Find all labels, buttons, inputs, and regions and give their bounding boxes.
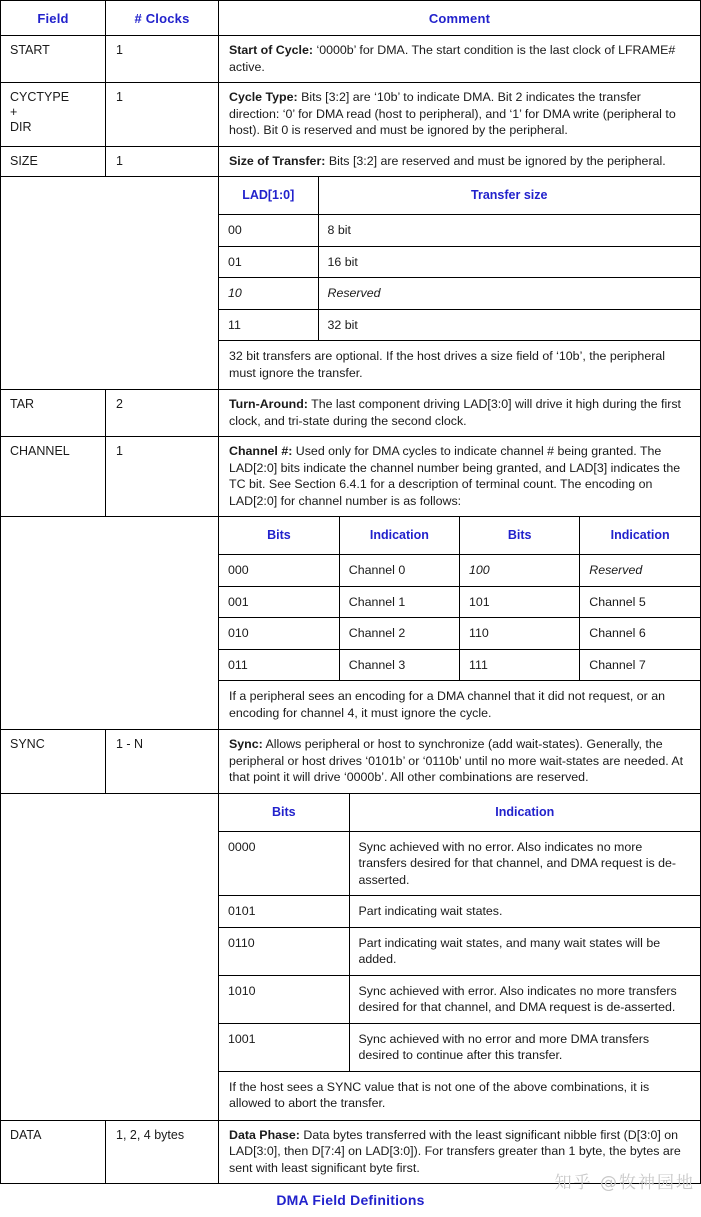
sync-bits: 1010 bbox=[219, 975, 349, 1023]
channel-bits-left: 000 bbox=[219, 555, 339, 587]
transfer-size-header-bits: LAD[1:0] bbox=[219, 177, 318, 215]
comment-data-label: Data Phase: bbox=[229, 1127, 300, 1142]
transfer-size-indication: 8 bit bbox=[318, 215, 700, 247]
clocks-sync: 1 - N bbox=[106, 730, 219, 794]
table-row-sync bbox=[1, 730, 701, 794]
transfer-size-header-indication: Transfer size bbox=[318, 177, 700, 215]
channel-row bbox=[219, 618, 700, 650]
channel-header-row bbox=[219, 517, 700, 555]
sync-note-row bbox=[219, 1071, 700, 1120]
channel-bits-left: 010 bbox=[219, 618, 339, 650]
clocks-channel: 1 bbox=[106, 437, 219, 517]
comment-channel bbox=[219, 437, 701, 517]
sync-bits: 0101 bbox=[219, 896, 349, 928]
comment-size bbox=[219, 146, 701, 177]
comment-start-label: Start of Cycle: bbox=[229, 43, 313, 57]
transfer-size-row bbox=[219, 246, 700, 278]
column-header-comment: Comment bbox=[219, 1, 701, 36]
channel-indication-right: Channel 7 bbox=[580, 649, 700, 681]
spacer-cell-size-encodings bbox=[1, 177, 219, 390]
transfer-size-row bbox=[219, 278, 700, 310]
transfer-size-indication: 16 bit bbox=[318, 246, 700, 278]
field-name-size: SIZE bbox=[1, 146, 106, 177]
channel-row bbox=[219, 555, 700, 587]
transfer-size-bits: 11 bbox=[219, 309, 318, 341]
transfer-size-row bbox=[219, 309, 700, 341]
channel-indication-left: Channel 3 bbox=[339, 649, 459, 681]
field-name-cyctype bbox=[1, 83, 106, 147]
comment-tar-text: The last component driving LAD[3:0] will drive it high during the first clock, and tri-state during the second clock. bbox=[229, 397, 681, 428]
sync-indication: Sync achieved with no error and more DMA transfers desired to continue after this transfer. bbox=[349, 1023, 700, 1071]
comment-start bbox=[219, 36, 701, 83]
channel-indication-left: Channel 2 bbox=[339, 618, 459, 650]
sync-row bbox=[219, 927, 700, 975]
spacer-cell-channel-encodings bbox=[1, 517, 219, 730]
table-row-size-encodings bbox=[1, 177, 701, 390]
table-caption: DMA Field Definitions bbox=[276, 1192, 425, 1208]
channel-bits-right: 101 bbox=[460, 586, 580, 618]
field-name-cyctype-line2: + bbox=[10, 105, 18, 119]
channel-note-row bbox=[219, 681, 700, 730]
channel-row bbox=[219, 586, 700, 618]
field-name-data: DATA bbox=[1, 1120, 106, 1184]
channel-note: If a peripheral sees an encoding for a DMA channel that it did not request, or an encoding for channel 4, it must ignore the cycle. bbox=[219, 681, 700, 730]
channel-bits-left: 001 bbox=[219, 586, 339, 618]
channel-indication-right: Channel 6 bbox=[580, 618, 700, 650]
channel-indication-left: Channel 1 bbox=[339, 586, 459, 618]
sync-row bbox=[219, 896, 700, 928]
sync-indication: Sync achieved with no error. Also indicates no more transfers desired for that channel, and DMA request is de-asserted. bbox=[349, 831, 700, 896]
table-row-size bbox=[1, 146, 701, 177]
sync-bits: 0000 bbox=[219, 831, 349, 896]
channel-header-indication-right: Indication bbox=[580, 517, 700, 555]
clocks-start: 1 bbox=[106, 36, 219, 83]
spacer-cell-sync-encodings bbox=[1, 793, 219, 1120]
comment-sync-label: Sync: bbox=[229, 737, 263, 751]
sync-bits: 1001 bbox=[219, 1023, 349, 1071]
comment-tar bbox=[219, 390, 701, 437]
sync-subtable-host bbox=[219, 793, 701, 1120]
comment-size-label: Size of Transfer: bbox=[229, 153, 326, 168]
sync-encoding-subtable bbox=[219, 794, 700, 1120]
channel-header-bits-right: Bits bbox=[460, 517, 580, 555]
sync-header-bits: Bits bbox=[219, 794, 349, 832]
comment-cyctype-label: Cycle Type: bbox=[229, 90, 298, 104]
sync-indication: Part indicating wait states, and many wait states will be added. bbox=[349, 927, 700, 975]
table-row-channel-encodings bbox=[1, 517, 701, 730]
field-name-channel: CHANNEL bbox=[1, 437, 106, 517]
field-name-cyctype-line1: CYCTYPE bbox=[10, 90, 70, 104]
comment-data-text: Data bytes transferred with the least significant nibble first (D[3:0] on LAD[3:0], then D[7:4] on LAD[3:0]). For transfers greater than 1 byte, the bytes are sent with least significant byte first. bbox=[229, 1127, 681, 1175]
channel-indication-left: Channel 0 bbox=[339, 555, 459, 587]
channel-indication-right: Channel 5 bbox=[580, 586, 700, 618]
channel-bits-right: 111 bbox=[460, 649, 580, 681]
transfer-size-bits: 01 bbox=[219, 246, 318, 278]
transfer-size-row bbox=[219, 215, 700, 247]
table-row-channel bbox=[1, 437, 701, 517]
clocks-size: 1 bbox=[106, 146, 219, 177]
comment-channel-text: Used only for DMA cycles to indicate channel # being granted. The LAD[2:0] bits indicate the channel number being granted, and LAD[3] indicates the TC bit. See Section 6.4.1 for a description of terminal count. The encoding on LAD[2:0] for channel number is as follows: bbox=[229, 444, 681, 508]
sync-row bbox=[219, 831, 700, 896]
sync-indication: Sync achieved with error. Also indicates no more transfers desired for that channel, and DMA request is de-asserted. bbox=[349, 975, 700, 1023]
transfer-size-bits: 00 bbox=[219, 215, 318, 247]
column-header-field: Field bbox=[1, 1, 106, 36]
table-row-sync-encodings bbox=[1, 793, 701, 1120]
clocks-data: 1, 2, 4 bytes bbox=[106, 1120, 219, 1184]
column-header-clocks: # Clocks bbox=[106, 1, 219, 36]
transfer-size-note-row bbox=[219, 341, 700, 390]
table-row-tar bbox=[1, 390, 701, 437]
transfer-size-header-row bbox=[219, 177, 700, 215]
table-row-cyctype bbox=[1, 83, 701, 147]
transfer-size-bits: 10 bbox=[219, 278, 318, 310]
sync-header-indication: Indication bbox=[349, 794, 700, 832]
sync-note: If the host sees a SYNC value that is not one of the above combinations, it is allowed to abort the transfer. bbox=[219, 1071, 700, 1120]
comment-cyctype-text: Bits [3:2] are ‘10b’ to indicate DMA. Bit 2 indicates the transfer direction: ‘0’ for DMA read (host to peripheral), and ‘1’ for DMA write (peripheral to host). Bit 0 is reserved and must be ignored by the peripheral. bbox=[229, 90, 676, 137]
sync-bits: 0110 bbox=[219, 927, 349, 975]
transfer-size-note: 32 bit transfers are optional. If the host drives a size field of ‘10b’, the peripheral must ignore the transfer. bbox=[219, 341, 700, 390]
field-name-start: START bbox=[1, 36, 106, 83]
comment-size-text: Bits [3:2] are reserved and must be ignored by the peripheral. bbox=[325, 153, 666, 168]
comment-tar-label: Turn-Around: bbox=[229, 397, 308, 411]
channel-header-indication-left: Indication bbox=[339, 517, 459, 555]
watermark: 知乎 @牧神园地 bbox=[554, 1173, 695, 1193]
channel-bits-right: 100 bbox=[460, 555, 580, 587]
channel-subtable-host bbox=[219, 517, 701, 730]
size-subtable-host bbox=[219, 177, 701, 390]
comment-start-text: ‘0000b’ for DMA. The start condition is the last clock of LFRAME# active. bbox=[229, 43, 676, 74]
transfer-size-subtable bbox=[219, 177, 700, 389]
channel-bits-right: 110 bbox=[460, 618, 580, 650]
comment-cyctype bbox=[219, 83, 701, 147]
comment-sync bbox=[219, 730, 701, 794]
channel-encoding-subtable bbox=[219, 517, 700, 729]
sync-row bbox=[219, 975, 700, 1023]
clocks-tar: 2 bbox=[106, 390, 219, 437]
table-header-row bbox=[1, 1, 701, 36]
comment-data bbox=[219, 1120, 701, 1184]
clocks-cyctype: 1 bbox=[106, 83, 219, 147]
comment-channel-label: Channel #: bbox=[229, 444, 293, 458]
sync-row bbox=[219, 1023, 700, 1071]
table-row-data bbox=[1, 1120, 701, 1184]
channel-row bbox=[219, 649, 700, 681]
channel-indication-right: Reserved bbox=[580, 555, 700, 587]
sync-header-row bbox=[219, 794, 700, 832]
table-row-start bbox=[1, 36, 701, 83]
transfer-size-indication: Reserved bbox=[318, 278, 700, 310]
channel-header-bits-left: Bits bbox=[219, 517, 339, 555]
field-name-tar: TAR bbox=[1, 390, 106, 437]
comment-sync-text: Allows peripheral or host to synchronize (add wait-states). Generally, the peripheral or host drives ‘0101b’ or ‘0110b’ until no more wait-states are needed. At that point it will drive ‘0000b’. All other combinations are reserved. bbox=[229, 737, 684, 784]
field-name-sync: SYNC bbox=[1, 730, 106, 794]
field-name-cyctype-line3: DIR bbox=[10, 120, 32, 134]
transfer-size-indication: 32 bit bbox=[318, 309, 700, 341]
channel-bits-left: 011 bbox=[219, 649, 339, 681]
sync-indication: Part indicating wait states. bbox=[349, 896, 700, 928]
